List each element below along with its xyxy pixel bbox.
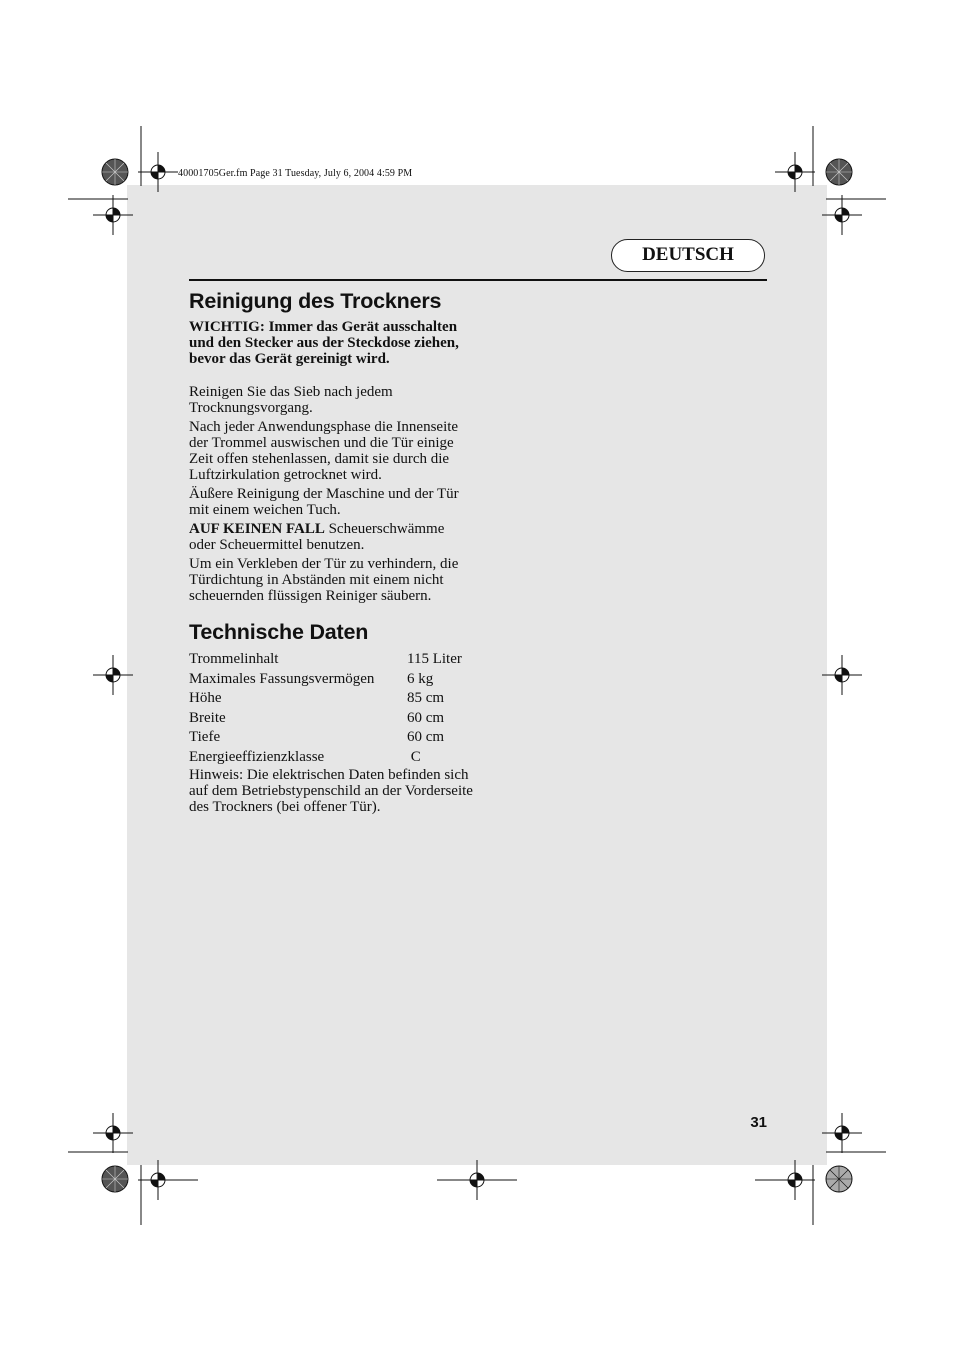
registration-mark-icon (775, 152, 815, 192)
horizontal-crop-line (755, 1179, 815, 1181)
spec-label: Höhe (189, 690, 222, 706)
file-slug: 40001705Ger.fm Page 31 Tuesday, July 6, 2004 4:59 PM (178, 168, 413, 179)
registration-mark-icon (93, 1113, 133, 1153)
spec-row (189, 650, 474, 670)
spec-value: 85 cm (407, 690, 445, 706)
spec-value: 60 cm (407, 729, 445, 745)
horizontal-crop-line (138, 1179, 198, 1181)
paragraph: Reinigen Sie das Sieb nach jedem Trocknungsvorgang. (189, 384, 393, 416)
paragraph: Um ein Verkleben der Tür zu verhindern, die Türdichtung in Abständen mit einem nicht scheuernden flüssigen Reiniger säubern. (189, 556, 459, 604)
spec-value: 60 cm (407, 709, 445, 726)
spec-row (189, 748, 474, 768)
spec-row (189, 728, 474, 748)
spec-label: Tiefe (189, 729, 221, 745)
spec-value: 115 Liter (407, 651, 462, 667)
registration-mark-icon (822, 655, 862, 695)
registration-mark-icon (822, 195, 862, 235)
registration-mark-icon (93, 655, 133, 695)
horizontal-crop-line (437, 1179, 517, 1181)
spec-label: Maximales Fassungsvermögen (189, 670, 375, 687)
spec-value: C (407, 748, 421, 765)
language-badge: DEUTSCH (611, 239, 765, 272)
spec-note: Hinweis: Die elektrischen Daten befinden sich auf dem Betriebstypenschild an der Vorderseite des Trockners (bei offener Tür). (189, 767, 473, 815)
emphasis: AUF KEINEN FALL (189, 521, 325, 537)
paragraph: Nach jeder Anwendungsphase die Innenseite der Trommel auswischen und die Tür einige Zeit offen stehenlassen, damit sie durch die Luftzirkulation getrocknet wird. (189, 419, 459, 483)
spec-row (189, 689, 474, 709)
page-number: 31 (750, 1114, 767, 1131)
star-target-icon (824, 157, 854, 187)
main-content (189, 288, 474, 818)
spec-row (189, 709, 474, 729)
spec-label: Energieeffizienzklasse (189, 748, 325, 765)
star-target-icon (100, 157, 130, 187)
registration-mark-icon (93, 195, 133, 235)
spec-label: Breite (189, 709, 226, 726)
paragraph-rest: Scheuerschwämme oder Scheuermittel benutzen. (189, 521, 445, 553)
spec-value: 6 kg (407, 670, 434, 687)
star-target-icon (100, 1164, 130, 1194)
registration-mark-icon (822, 1113, 862, 1153)
spec-row (189, 670, 474, 690)
warning-text: WICHTIG: Immer das Gerät ausschalten und den Stecker aus der Steckdose ziehen, bevor das Gerät gereinigt wird. (189, 319, 459, 367)
spec-label: Trommelinhalt (189, 651, 279, 667)
section-title-specs: Technische Daten (189, 620, 369, 644)
section-title-cleaning: Reinigung des Trockners (189, 289, 442, 313)
paragraph: Äußere Reinigung der Maschine und der Tür mit einem weichen Tuch. (189, 486, 459, 518)
header-rule (189, 279, 767, 281)
star-target-icon (824, 1164, 854, 1194)
paragraph (189, 521, 474, 553)
registration-mark-icon (138, 152, 178, 192)
